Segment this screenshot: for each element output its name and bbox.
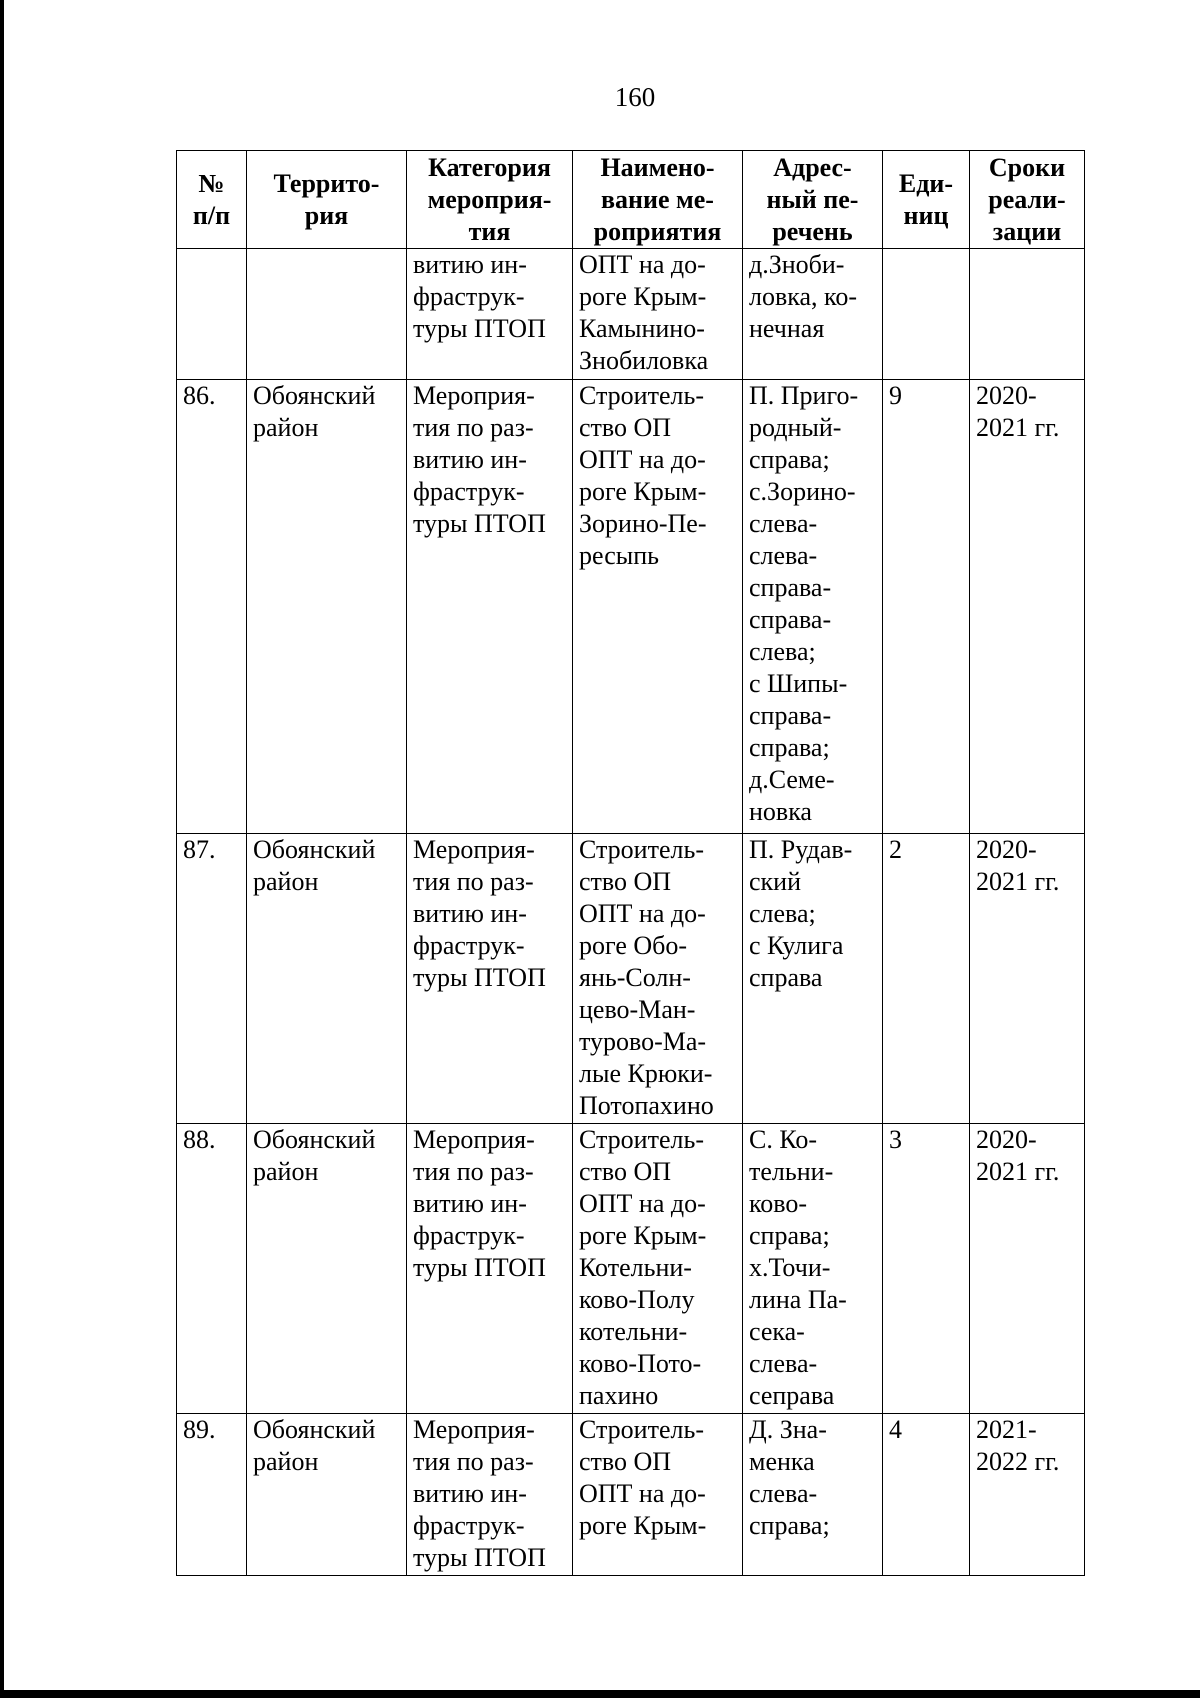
cell-address: Д. Зна- менка слева- справа; [743,1414,883,1576]
cell-category: Мероприя- тия по раз- витию ин- фраструк- туры ПТОП [407,380,573,834]
cell-num: 86. [177,380,247,834]
cell-address: П. Рудав- ский слева; с Кулига справа [743,834,883,1124]
cell-name: ОПТ на до- роге Крым- Камынино- Знобиловка [573,249,743,380]
cell-terms [970,249,1085,380]
cell-category: витию ин- фраструк- туры ПТОП [407,249,573,380]
cell-units [883,249,970,380]
scan-edge-left [0,0,4,1698]
table-row [177,380,1085,834]
header-name: Наимено- вание ме- роприятия [573,151,743,249]
table-row [177,1124,1085,1414]
header-units: Еди- ниц [883,151,970,249]
table-row [177,1414,1085,1576]
table-row [177,834,1085,1124]
cell-terms: 2020- 2021 гг. [970,1124,1085,1414]
cell-territory: Обоянский район [247,834,407,1124]
cell-territory: Обоянский район [247,1124,407,1414]
header-row [177,151,1085,249]
cell-units: 4 [883,1414,970,1576]
events-table [176,150,1085,1576]
table-row [177,249,1085,380]
cell-address: П. Приго- родный- справа; с.Зорино- слева- слева- справа- справа- слева; с Шипы- справа- справа; д.Семе- новка [743,380,883,834]
cell-name: Строитель- ство ОП ОПТ на до- роге Обо- янь-Солн- цево-Ман- турово-Ма- лые Крюки- Потопахино [573,834,743,1124]
header-territory: Террито- рия [247,151,407,249]
cell-units: 9 [883,380,970,834]
cell-num [177,249,247,380]
cell-terms: 2021- 2022 гг. [970,1414,1085,1576]
cell-name: Строитель- ство ОП ОПТ на до- роге Крым- Котельни- ково-Полу котельни- ково-Пото- пахино [573,1124,743,1414]
header-num: № п/п [177,151,247,249]
cell-address: С. Ко- тельни- ково- справа; х.Точи- лина Па- сека- слева- сеправа [743,1124,883,1414]
cell-num: 87. [177,834,247,1124]
header-category: Категория мероприя- тия [407,151,573,249]
cell-territory: Обоянский район [247,1414,407,1576]
cell-units: 2 [883,834,970,1124]
cell-name: Строитель- ство ОП ОПТ на до- роге Крым- Зорино-Пе- ресыпь [573,380,743,834]
cell-category: Мероприя- тия по раз- витию ин- фраструк- туры ПТОП [407,1124,573,1414]
header-address: Адрес- ный пе- речень [743,151,883,249]
cell-units: 3 [883,1124,970,1414]
page-number: 160 [614,82,656,112]
cell-name: Строитель- ство ОП ОПТ на до- роге Крым- [573,1414,743,1576]
cell-territory [247,249,407,380]
cell-category: Мероприя- тия по раз- витию ин- фраструк- туры ПТОП [407,834,573,1124]
cell-territory: Обоянский район [247,380,407,834]
cell-terms: 2020- 2021 гг. [970,834,1085,1124]
cell-address: д.Зноби- ловка, ко- нечная [743,249,883,380]
cell-category: Мероприя- тия по раз- витию ин- фраструк- туры ПТОП [407,1414,573,1576]
scan-edge-bottom [0,1690,1200,1698]
cell-terms: 2020- 2021 гг. [970,380,1085,834]
cell-num: 88. [177,1124,247,1414]
header-terms: Сроки реали- зации [970,151,1085,249]
cell-num: 89. [177,1414,247,1576]
